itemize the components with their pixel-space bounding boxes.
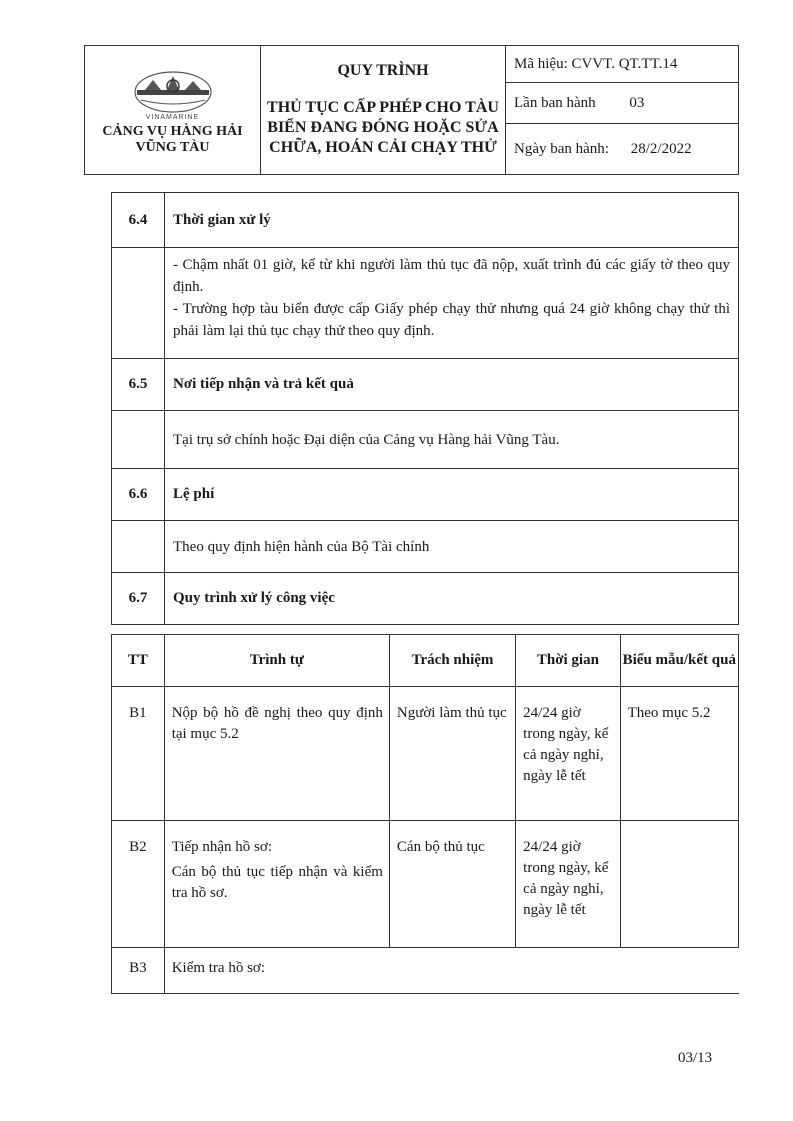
- issue-date-value: 28/2/2022: [630, 140, 692, 157]
- section-header-row: [112, 469, 739, 521]
- section-content: Theo quy định hiện hành của Bộ Tài chính: [165, 521, 739, 573]
- issue-number-cell: [506, 83, 739, 124]
- header-time: Thời gian: [516, 635, 620, 687]
- row-time: 24/24 giờ trong ngày, kể cả ngày nghỉ, ngày lễ tết: [516, 821, 620, 948]
- document-code-cell: [506, 46, 739, 83]
- document-title-cell: [261, 46, 506, 175]
- section-content-row: [112, 521, 739, 573]
- document-type: QUY TRÌNH: [337, 62, 429, 79]
- section-title: Thời gian xử lý: [165, 193, 739, 248]
- section-number: 6.4: [112, 193, 165, 248]
- issue-label: Lần ban hành: [514, 94, 596, 111]
- row-step-text: Kiểm tra hồ sơ:: [171, 960, 266, 976]
- row-step: [164, 948, 738, 994]
- section-header-row: [112, 359, 739, 411]
- org-name-line2: VŨNG TÀU: [135, 140, 210, 155]
- section-header-row: [112, 193, 739, 248]
- row-step: [164, 687, 389, 821]
- header-step: Trình tự: [164, 635, 389, 687]
- row-responsibility: Cán bộ thủ tục: [389, 821, 515, 948]
- issue-date-label: Ngày ban hành:: [514, 140, 609, 157]
- section-paragraph: - Trường hợp tàu biển được cấp Giấy phép chạy thử nhưng quá 24 giờ không chạy thử thì phải làm lại thủ tục chạy thử theo quy định.: [173, 301, 730, 339]
- row-step-text: Tiếp nhận hồ sơ:: [171, 839, 272, 855]
- row-tt: B3: [112, 948, 165, 994]
- row-step-detail: Cán bộ thủ tục tiếp nhận và kiểm tra hồ sơ.: [171, 864, 383, 901]
- section-title: Quy trình xử lý công việc: [165, 573, 739, 625]
- row-step-text: Nộp bộ hồ đề nghị theo quy định tại mục 5.2: [171, 705, 383, 742]
- section-title: Lệ phí: [165, 469, 739, 521]
- section-paragraph: - Chậm nhất 01 giờ, kể từ khi người làm thủ tục đã nộp, xuất trình đủ các giấy tờ theo quy định.: [173, 257, 730, 295]
- process-header-row: [112, 635, 739, 687]
- document-title: THỦ TỤC CẤP PHÉP CHO TÀU BIỂN ĐANG ĐÓNG HOẶC SỬA CHỮA, HOÁN CẢI CHẠY THỬ: [267, 99, 499, 156]
- row-step: [164, 821, 389, 948]
- header-form: Biểu mẫu/kết quả: [620, 635, 738, 687]
- document-code-value: CVVT. QT.TT.14: [571, 55, 678, 72]
- org-name-line1: CẢNG VỤ HÀNG HẢI: [102, 124, 243, 139]
- row-form: Theo mục 5.2: [620, 687, 738, 821]
- organization-cell: [85, 46, 261, 175]
- vinamarine-logo-icon: [131, 70, 215, 114]
- document-code-label: Mã hiệu:: [514, 55, 568, 72]
- header-tt: TT: [112, 635, 165, 687]
- row-time: 24/24 giờ trong ngày, kể cả ngày nghỉ, ngày lễ tết: [516, 687, 620, 821]
- section-content-row: [112, 248, 739, 359]
- row-form: [620, 821, 738, 948]
- section-content-row: [112, 411, 739, 469]
- section-number: 6.6: [112, 469, 165, 521]
- row-tt: B2: [112, 821, 165, 948]
- row-tt: B1: [112, 687, 165, 821]
- section-number: 6.5: [112, 359, 165, 411]
- row-responsibility: Người làm thủ tục: [389, 687, 515, 821]
- header-responsibility: Trách nhiệm: [389, 635, 515, 687]
- section-header-row: [112, 573, 739, 625]
- issue-value: 03: [629, 94, 645, 111]
- org-abbreviation: VINAMARINE: [145, 114, 200, 121]
- table-row: [112, 821, 739, 948]
- section-content: Tại trụ sở chính hoặc Đại diện của Cảng vụ Hàng hải Vũng Tàu.: [165, 411, 739, 469]
- sections-table: [111, 192, 739, 625]
- table-row: [112, 687, 739, 821]
- table-row: [112, 948, 739, 994]
- issue-date-cell: [506, 124, 739, 175]
- document-header: [84, 45, 739, 175]
- section-number: 6.7: [112, 573, 165, 625]
- page-number: 03/13: [678, 1050, 713, 1066]
- section-title: Nơi tiếp nhận và trả kết quả: [165, 359, 739, 411]
- process-table: [111, 634, 739, 994]
- section-content: [165, 248, 739, 359]
